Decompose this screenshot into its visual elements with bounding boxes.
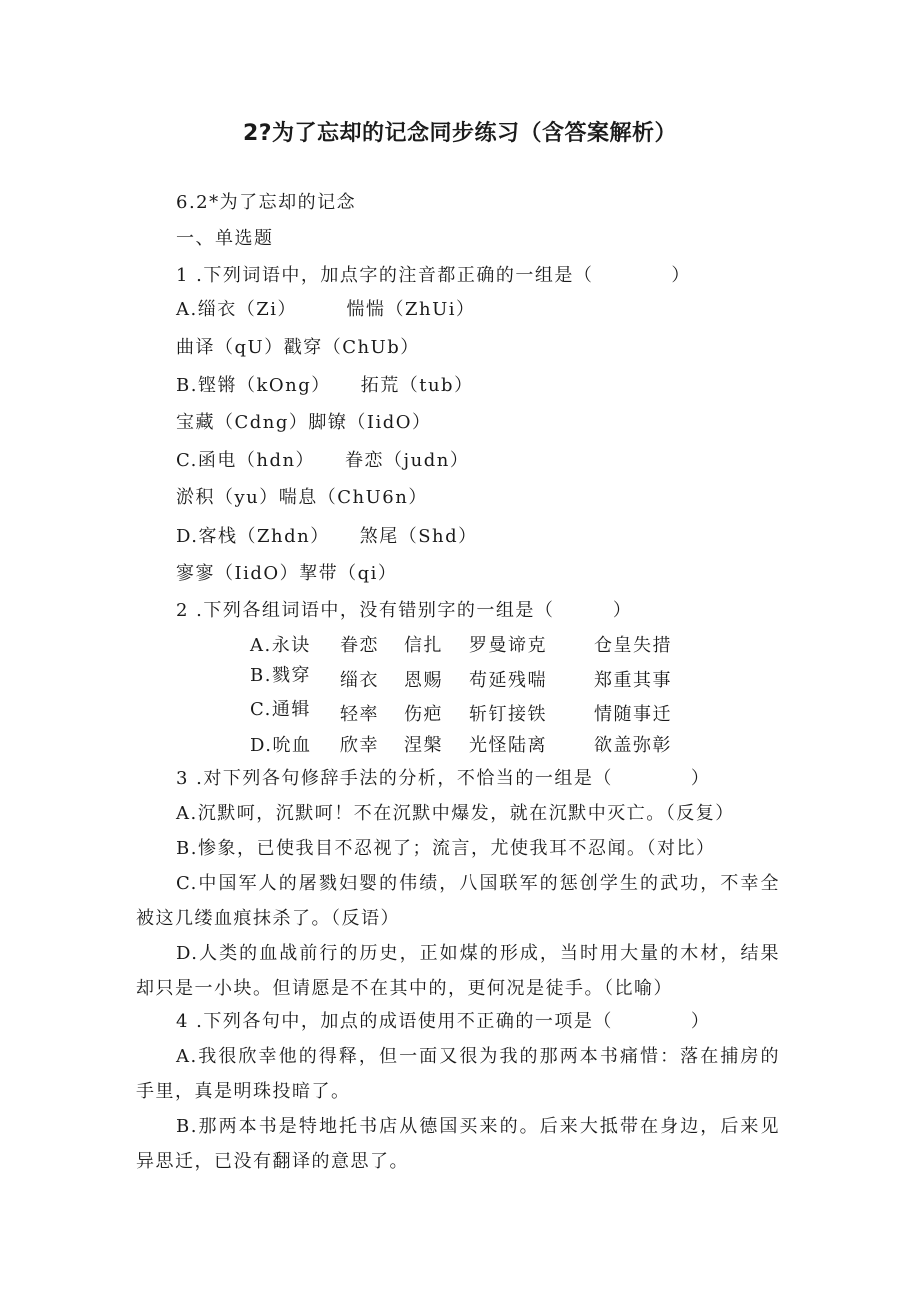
word: 恩赐 bbox=[404, 670, 443, 691]
section-heading: 一、单选题 bbox=[176, 228, 274, 249]
word: 缁衣 bbox=[340, 670, 379, 691]
word: 苟延残喘 bbox=[469, 670, 547, 691]
option-label: C.通辑 bbox=[250, 699, 311, 720]
word: 伤疤 bbox=[404, 704, 443, 725]
question-1-option-c: C.函电（hdn） 眷恋（judn） bbox=[176, 450, 470, 471]
word: 涅槃 bbox=[404, 735, 443, 756]
option-label: D.吮血 bbox=[250, 735, 312, 756]
word: 欲盖弥彰 bbox=[594, 735, 672, 756]
question-4-option-a: A.我很欣幸他的得释，但一面又很为我的那两本书痛惜：落在捕房的手里，真是明珠投暗了。 bbox=[136, 1046, 780, 1102]
question-4-option-b: B.那两本书是特地托书店从德国买来的。后来大抵带在身边，后来见异思迁，已没有翻译的意思了。 bbox=[136, 1116, 780, 1172]
question-3-option-d: D.人类的血战前行的历史，正如煤的形成，当时用大量的木材，结果却只是一小块。但请愿是不在其中的，更何况是徒手。（比喻） bbox=[136, 943, 780, 999]
question-3-stem: 3 .对下列各句修辞手法的分析，不恰当的一组是（ ） bbox=[176, 768, 711, 789]
question-1-option-a: A.缁衣（Zi） 惴惴（ZhUi） bbox=[176, 299, 476, 320]
option-label: B.戮穿 bbox=[250, 665, 311, 686]
option-label: A.永诀 bbox=[250, 635, 311, 656]
question-1-option-d-cont: 寥寥（IidO）挈带（qi） bbox=[176, 563, 398, 584]
question-1-stem: 1 .下列词语中，加点字的注音都正确的一组是（ ） bbox=[176, 265, 691, 286]
word: 轻率 bbox=[340, 704, 379, 725]
question-4-stem: 4 .下列各句中，加点的成语使用不正确的一项是（ ） bbox=[176, 1011, 711, 1032]
question-1-option-a-cont: 曲译（qU）戳穿（ChUb） bbox=[176, 337, 420, 358]
question-3-option-c: C.中国军人的屠戮妇婴的伟绩，八国联军的惩创学生的武功，不幸全被这几缕血痕抹杀了。（反语） bbox=[136, 873, 780, 929]
question-1-option-d: D.客栈（Zhdn） 煞尾（Shd） bbox=[176, 526, 478, 547]
question-2-stem: 2 .下列各组词语中，没有错别字的一组是（ ） bbox=[176, 600, 633, 621]
word: 光怪陆离 bbox=[469, 735, 547, 756]
question-3-option-a: A.沉默呵，沉默呵！不在沉默中爆发，就在沉默中灭亡。（反复） bbox=[176, 803, 735, 824]
question-3-option-b: B.惨象，已使我目不忍视了；流言，尤使我耳不忍闻。（对比） bbox=[176, 838, 716, 859]
word: 欣幸 bbox=[340, 735, 379, 756]
word: 罗曼谛克 bbox=[469, 635, 547, 656]
lesson-heading: 6.2*为了忘却的记念 bbox=[176, 192, 357, 213]
word: 信扎 bbox=[404, 635, 443, 656]
word: 情随事迁 bbox=[594, 704, 672, 725]
word: 仓皇失措 bbox=[594, 635, 672, 656]
word: 郑重其事 bbox=[594, 670, 672, 691]
question-1-option-c-cont: 淤积（yu）喘息（ChU6n） bbox=[176, 487, 428, 508]
question-1-option-b: B.铿锵（kOng） 拓荒（tub） bbox=[176, 375, 474, 396]
document-title: 2?为了忘却的记念同步练习（含答案解析） bbox=[242, 121, 678, 146]
word: 斩钉接铁 bbox=[469, 704, 547, 725]
word: 眷恋 bbox=[340, 635, 379, 656]
question-1-option-b-cont: 宝藏（Cdng）脚镣（IidO） bbox=[176, 412, 432, 433]
